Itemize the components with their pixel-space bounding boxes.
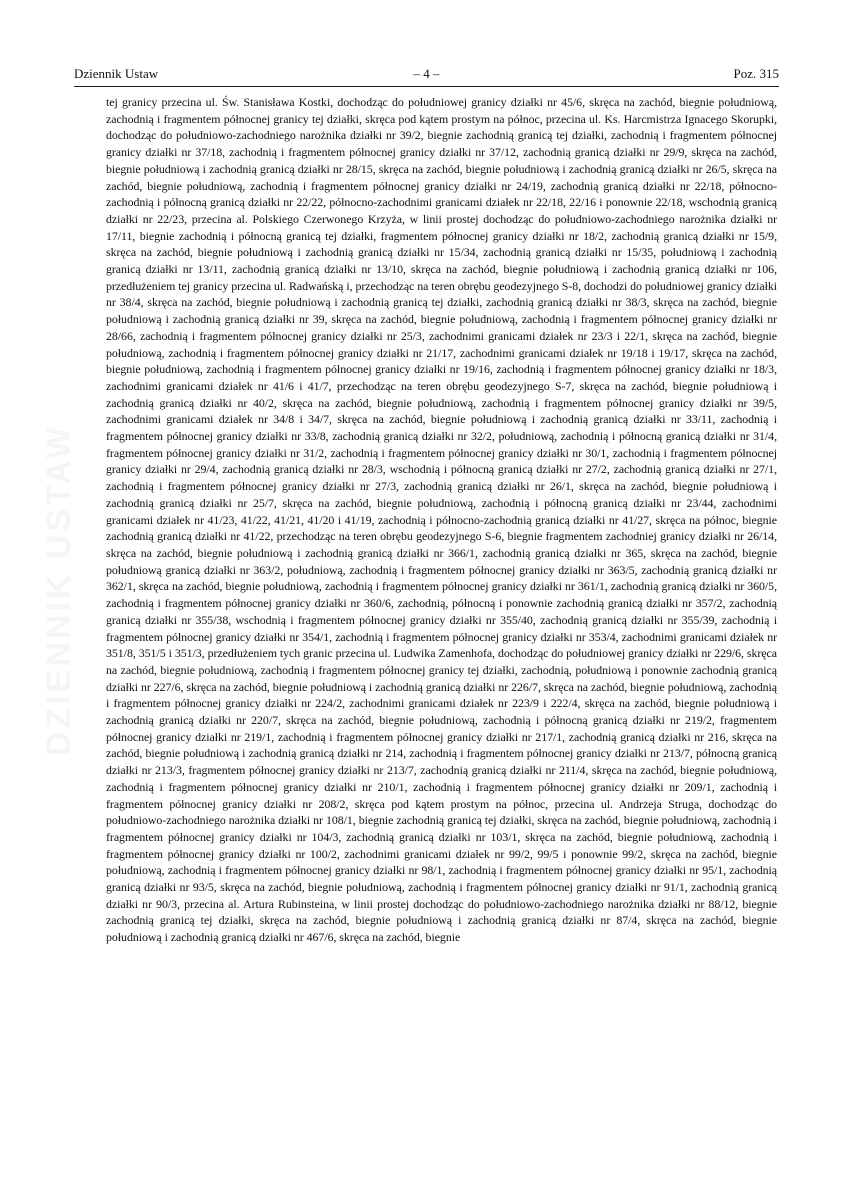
body-paragraph: tej granicy przecina ul. Św. Stanisława Kostki, dochodząc do południowej granicy działki nr 45/6, skręca na zachód, biegnie południową, zachodnią i fragmentem północnej granicy tej działki, skręca pod kątem prostym na północ, przecina ul. Ks. Harcmistrza Ignacego Skorupki, dochodząc do południowo-zachodniego narożnika działki nr 39/2, biegnie zachodnią granicą tej działki, zachodnią i fragmentem północnej granicy działki nr 37/18, zachodnią i fragmentem północnej granicy działki nr 37/12, zachodnią granicą działki nr 29/9, skręca na zachód, biegnie południową i zachodnią granicą działki nr 28/15, skręca na zachód, biegnie południową i zachodnią granicą działki nr 26/5, skręca na zachód, biegnie południową, zachodnią i fragmentem północnej granicy działki nr 24/19, zachodnią granicą działki nr 22/18, północno-zachodnią i północną granicą działki nr 22/22, północno-zachodnimi granicami działek nr 22/18, 22/16 i ponownie 22/18, wschodnią granicą działki nr 22/23, przecina al. Polskiego Czerwonego Krzyża, w linii prostej dochodząc do południowo-zachodniego narożnika działki nr 17/11, biegnie zachodnią i północną granicą tej działki, fragmentem północnej granicy działki nr 18/2, zachodnią granicą działki nr 15/9, skręca na zachód, biegnie południową i zachodnią granicą działki nr 15/34, zachodnią granicą działki nr 15/35, południową i zachodnią granicą działki nr 13/11, zachodnią granicą działki nr 13/10, skręca na zachód, biegnie południową i zachodnią granicą działki nr 106, przedłużeniem tej granicy przecina ul. Radwańską i, przechodząc na teren obrębu geodezyjnego S-8, dochodzi do południowej granicy działki nr 38/4, skręca na zachód, biegnie południową i zachodnią granicą tej działki, zachodnią granicą działki nr 38/3, skręca na zachód, biegnie południową i zachodnią granicą działki nr 39, skręca na zachód, biegnie południową, zachodnią i fragmentem północnej granicy działki nr 28/66, zachodnią i fragmentem północnej granicy działki nr 25/3, zachodnimi granicami działek nr 23/3 i 22/1, skręca na zachód, biegnie południową, zachodnią i fragmentem północnej granicy działki nr 21/17, zachodnimi granicami działek nr 19/18 i 19/17, skręca na zachód, biegnie południową, zachodnią i fragmentem północnej granicy działki nr 19/16, zachodnią i fragmentem północnej granicy działki nr 18/3, zachodnimi granicami działek nr 41/6 i 41/7, przechodząc na teren obrębu geodezyjnego S-7, skręca na zachód, biegnie południową i zachodnią granicą działki nr 40/2, skręca na zachód, biegnie południową, zachodnią i fragmentem północnej granicy działki nr 39/5, zachodnimi granicami działek nr 34/8 i 34/7, skręca na zachód, biegnie południową i zachodnią granicą działki nr 33/11, zachodnią i fragmentem północnej granicy działki nr 33/8, zachodnią granicą działki nr 32/2, południową, zachodnią i północną granicą działki nr 31/4, fragmentem północnej granicy działki nr 31/2, zachodnią i fragmentem północnej granicy działki nr 30/1, zachodnią i fragmentem północnej granicy działki nr 29/4, zachodnią granicą działki nr 28/3, wschodnią i północną granicą działki nr 27/2, zachodnią granicą działki nr 27/1, zachodnią i fragmentem północnej granicy działki nr 27/3, zachodnią granicą działki nr 26/1, skręca na zachód, biegnie południową i zachodnią granicą działki nr 25/7, skręca na zachód, biegnie południową, zachodnią i północną granicą działki nr 23/44, zachodnimi granicami działek nr 41/23, 41/22, 41/21, 41/20 i 41/19, zachodnią i północno-zachodnią granicą działki nr 41/27, skręca na północ, biegnie zachodnią granicą działki nr 41/22, przechodząc na teren obrębu geodezyjnego S-6, biegnie fragmentem zachodniej granicy działki nr 26/14, skręca na zachód, biegnie południową i zachodnią granicą działki nr 366/1, zachodnią granicą działki nr 365, skręca na zachód, biegnie południową granicą działki nr 363/2, południową, zachodnią i fragmentem północnej granicy działki nr 363/5, zachodnią granicą działki nr 362/1, skręca na zachód, biegnie południową, zachodnią i fragmentem północnej granicy działki nr 361/1, zachodnią granicą działki nr 360/5, zachodnią i fragmentem północnej granicy działki nr 360/6, zachodnią, północną i ponownie zachodnią granicą działki nr 357/2, zachodnią granicą działki nr 355/38, wschodnią i fragmentem północnej granicy działki nr 355/40, zachodnią granicą działki nr 355/39, zachodnią i fragmentem północnej granicy działki nr 354/1, zachodnią i fragmentem północnej granicy działki nr 353/4, zachodnimi granicami działek nr 351/8, 351/5 i 351/3, przedłużeniem tych granic przecina ul. Ludwika Zamenhofa, dochodząc do południowej granicy działki nr 229/6, skręca na zachód, biegnie południową, zachodnią i fragmentem północnej granicy tej działki, zachodnią, południową i ponownie zachodnią granicą działki nr 227/6, skręca na zachód, biegnie południową i zachodnią granicą działki nr 226/7, skręca na zachód, biegnie południową, zachodnią i fragmentem północnej granicy działki nr 224/2, zachodnimi granicami działek nr 223/9 i 222/4, skręca na zachód, biegnie południową i zachodnią granicą działki nr 220/7, skręca na zachód, biegnie południową, zachodnią i północną granicą działki nr 219/2, fragmentem północnej granicy działki nr 219/1, zachodnią i fragmentem północnej granicy działki nr 217/1, zachodnią granicą działki nr 216, skręca na zachód, biegnie południową i zachodnią granicą działki nr 214, zachodnią i fragmentem północnej granicy działki nr 213/7, północną granicą działki nr 213/3, fragmentem północnej granicy działki nr 213/7, zachodnią granicą działki nr 211/4, skręca na zachód, biegnie południową, zachodnią i fragmentem północnej granicy działki nr 210/1, zachodnią i fragmentem północnej granicy działki nr 209/1, zachodnią i fragmentem północnej granicy działki nr 208/2, skręca pod kątem prostym na północ, przecina ul. Andrzeja Struga, dochodząc do południowo-zachodniego narożnika działki nr 108/1, biegnie zachodnią granicą tej działki, skręca na zachód, biegnie południową, zachodnią i fragmentem północnej granicy działki nr 104/3, zachodnią granicą działki nr 103/1, skręca na zachód, biegnie południową, zachodnią i fragmentem północnej granicy działki nr 100/2, zachodnimi granicami działek nr 99/2, 99/5 i ponownie 99/2, skręca na zachód, biegnie południową, zachodnią i fragmentem północnej granicy działki nr 98/1, zachodnią i fragmentem północnej granicy działki nr 95/1, zachodnią granicą działki nr 93/5, skręca na zachód, biegnie południową, zachodnią i fragmentem północnej granicy działki nr 91/1, zachodnią granicą działki nr 90/3, przecina al. Artura Rubinsteina, w linii prostej dochodząc do południowo-zachodniego narożnika działki nr 88/12, biegnie zachodnią granicą tej działki, skręca na zachód, biegnie południową i zachodnią granicą działki nr 87/4, skręca na zachód, biegnie południową i zachodnią granicą działki nr 467/6, skręca na zachód, biegnie (106, 95, 777, 945)
page-number: – 4 – (413, 66, 440, 81)
journal-title: Dziennik Ustaw (74, 66, 159, 81)
position-number: Poz. 315 (733, 66, 779, 81)
header-divider (74, 86, 779, 87)
watermark-text: DZIENNIK USTAW (40, 423, 78, 757)
page-header (74, 64, 779, 86)
